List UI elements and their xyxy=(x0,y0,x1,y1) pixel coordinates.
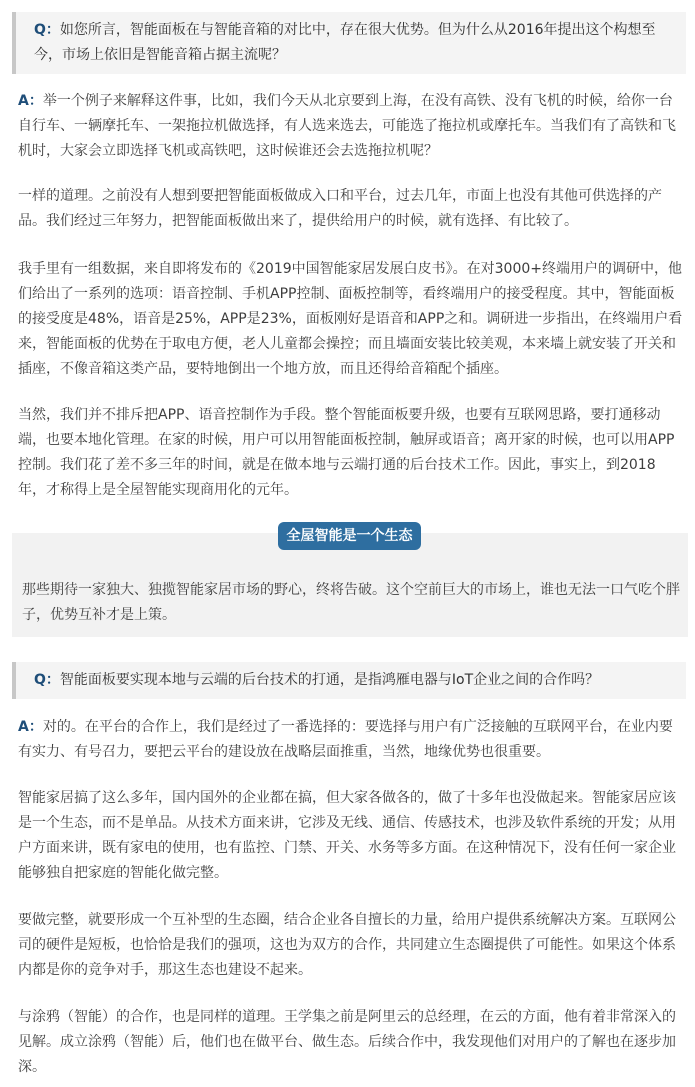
body-paragraph: 要做完整，就要形成一个互补型的生态圈，结合企业各自擅长的力量，给用户提供系统解决方案。互联网公司的硬件是短板，也恰恰是我们的强项，这也为双方的合作，共同建立生态圈提供了可能性。如果这个体系内都是你的竞争对手，那这生态也建设不起来。 xyxy=(18,912,676,978)
question-label: Q： xyxy=(34,22,60,38)
section-intro-text: 那些期待一家独大、独揽智能家居市场的野心，终将告破。这个空前巨大的市场上，谁也无法一口气吃个胖子，优势互补才是上策。 xyxy=(22,582,680,623)
answer-lead-text: 对的。在平台的合作上，我们是经过了一番选择的：要选择与用户有广泛接触的互联网平台，在业内要有实力、有号召力，要把云平台的建设放在战略层面推重，当然，地缘优势也很重要。 xyxy=(18,719,673,760)
answer-paragraph xyxy=(18,715,683,765)
body-paragraph: 一样的道理。之前没有人想到要把智能面板做成入口和平台，过去几年，市面上也没有其他可供选择的产品。我们经过三年努力，把智能面板做出来了，提供给用户的时候，就有选择、有比较了。 xyxy=(18,188,662,229)
question-text: 智能面板要实现本地与云端的后台技术的打通，是指鸿雁电器与IoT企业之间的合作吗？ xyxy=(59,672,600,688)
question-block-1 xyxy=(12,12,686,74)
question-text: 如您所言，智能面板在与智能音箱的对比中，存在很大优势。但为什么从2016年提出这个构想至今，市场上依旧是智能音箱占据主流呢？ xyxy=(34,22,656,63)
question-label: Q： xyxy=(34,672,60,688)
body-paragraph: 智能家居搞了这么多年，国内国外的企业都在搞，但大家各做各的，做了十多年也没做起来。智能家居应该是一个生态，而不是单品。从技术方面来讲，它涉及无线、通信、传感技术，也涉及软件系统的开发；从用户方面来讲，既有家电的使用，也有监控、门禁、开关、水务等多方面。在这种情况下，没有任何一家企业能够独自把家庭的智能化做完整。 xyxy=(18,790,676,881)
answer-label: A： xyxy=(18,93,43,109)
answer-paragraph xyxy=(18,89,683,164)
body-paragraph: 当然，我们并不排斥把APP、语音控制作为手段。整个智能面板要升级，也要有互联网思路，要打通移动端，也要本地化管理。在家的时候，用户可以用智能面板控制，触屏或语音；离开家的时候，也可以用APP控制。我们花了差不多三年的时间，就是在做本地与云端打通的后台技术工作。因此，事实上，到2018年，才称得上是全屋智能实现商用化的元年。 xyxy=(18,407,675,498)
question-block-2 xyxy=(12,662,686,699)
body-paragraph: 与涂鸦（智能）的合作，也是同样的道理。王学集之前是阿里云的总经理，在云的方面，他有着非常深入的见解。成立涂鸦（智能）后，他们也在做平台、做生态。后续合作中，我发现他们对用户的了解也在逐步加深。 xyxy=(18,1009,676,1075)
answer-label: A： xyxy=(18,719,43,735)
body-paragraph: 我手里有一组数据，来自即将发布的《2019中国智能家居发展白皮书》。在对3000+终端用户的调研中，他们给出了一系列的选项：语音控制、手机APP控制、面板控制等，看终端用户的接受程度。其中，智能面板的接受度是48%，语音是25%，APP是23%，面板刚好是语音和APP之和。调研进一步指出，在终端用户看来，智能面板的优势在于取电方便，老人儿童都会操控；而且墙面安装比较美观，本来墙上就安装了开关和插座，不像音箱这类产品，要特地倒出一个地方放，而且还得给音箱配个插座。 xyxy=(18,261,683,377)
answer-lead-text: 举一个例子来解释这件事，比如，我们今天从北京要到上海，在没有高铁、没有飞机的时候，给你一台自行车、一辆摩托车、一架拖拉机做选择，有人选来选去，可能选了拖拉机或摩托车。当我们有了高铁和飞机时，大家会立即选择飞机或高铁吧，这时候谁还会去选拖拉机呢？ xyxy=(18,93,676,159)
section-title-badge: 全屋智能是一个生态 xyxy=(278,522,421,550)
